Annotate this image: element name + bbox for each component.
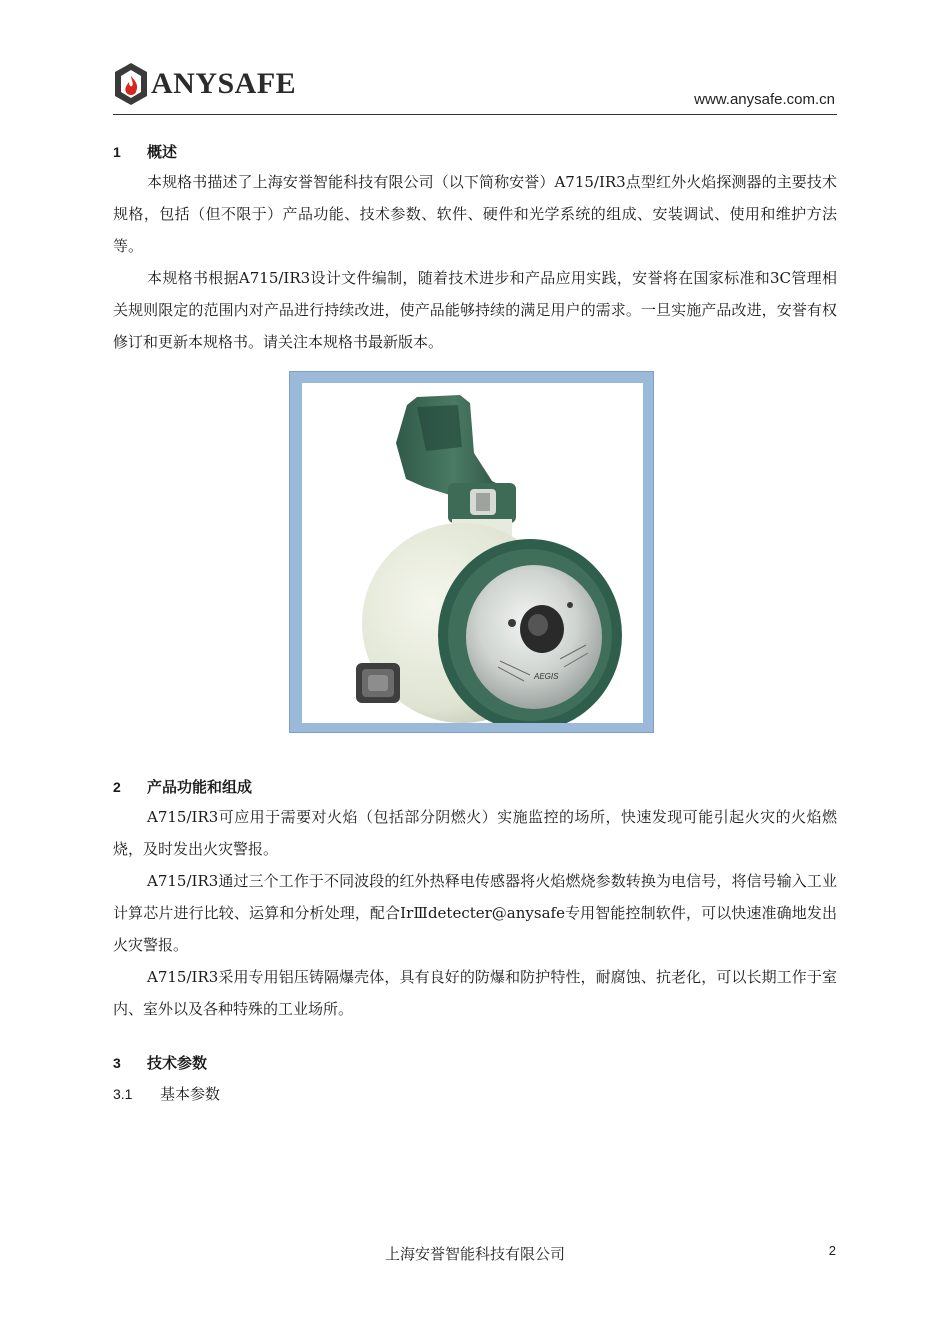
subsection-3-1-heading (113, 1079, 837, 1109)
flame-detector-photo-icon (302, 383, 643, 723)
logo-wordmark: ANYSAFE (151, 67, 297, 100)
company-logo (113, 62, 296, 106)
product-photo (302, 383, 643, 723)
footer-company: 上海安誉智能科技有限公司 (384, 1245, 565, 1263)
section-number: 2 (113, 779, 121, 795)
page-header (113, 58, 837, 116)
spacer (113, 1025, 837, 1047)
page-number: 2 (828, 1243, 836, 1258)
product-photo-frame (289, 371, 654, 733)
brand-mark: AEGIS (534, 672, 559, 681)
section-title: 概述 (147, 143, 178, 161)
subsection-title: 基本参数 (160, 1085, 221, 1103)
paragraph: 本规格书根据A715/IR3设计文件编制，随着技术进步和产品应用实践，安誉将在国家标准和3C管理相关规则限定的范围内对产品进行持续改进，使产品能够持续的满足用户的需求。一旦实施产品改进，安誉有权修订和更新本规格书。请关注本规格书最新版本。 (113, 269, 837, 351)
section-3-heading (113, 1047, 837, 1079)
anysafe-logo-icon (113, 62, 149, 106)
section-number: 3 (113, 1055, 121, 1071)
section-number: 1 (113, 144, 121, 160)
website-url[interactable]: www.anysafe.com.cn (694, 91, 835, 108)
paragraph: A715/IR3可应用于需要对火焰（包括部分阴燃火）实施监控的场所，快速发现可能引起火灾的火焰燃烧，及时发出火灾警报。 (113, 808, 837, 858)
paragraph: A715/IR3采用专用铝压铸隔爆壳体，具有良好的防爆和防护特性，耐腐蚀、抗老化，可以长期工作于室内、室外以及各种特殊的工业场所。 (113, 968, 837, 1018)
paragraph: A715/IR3通过三个工作于不同波段的红外热释电传感器将火焰燃烧参数转换为电信号，将信号输入工业计算芯片进行比较、运算和分析处理，配合IrⅢdetecter@anysafe专用智能控制软件，可以快速准确地发出火灾警报。 (113, 872, 837, 954)
section-title: 产品功能和组成 (147, 778, 253, 796)
section-2-heading (113, 773, 837, 801)
paragraph: 本规格书描述了上海安誉智能科技有限公司（以下简称安誉）A715/IR3点型红外火焰探测器的主要技术规格，包括（但不限于）产品功能、技术参数、软件、硬件和光学系统的组成、安装调试、使用和维护方法等。 (113, 173, 837, 255)
subsection-number: 3.1 (113, 1086, 133, 1102)
section-1-heading (113, 138, 837, 166)
header-divider (113, 114, 837, 115)
section-title: 技术参数 (147, 1054, 208, 1072)
